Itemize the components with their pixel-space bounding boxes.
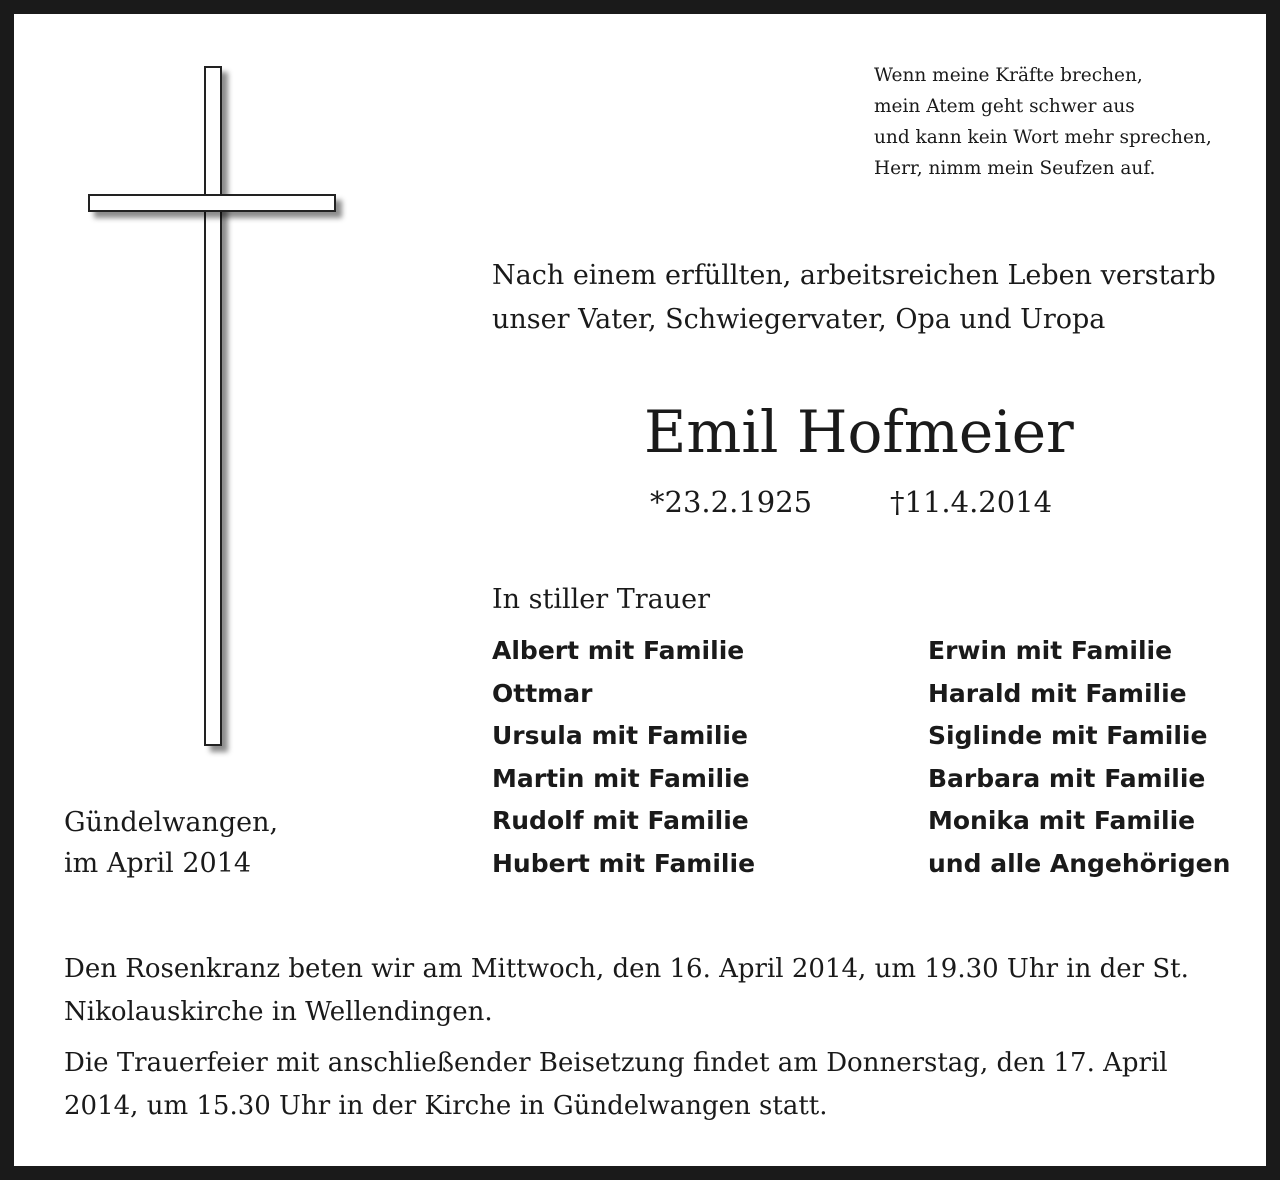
- mourner-entry: Ursula mit Familie: [492, 721, 748, 751]
- service-info: [64, 948, 1234, 1136]
- deceased-name: Emil Hofmeier: [644, 398, 1074, 466]
- mourners-right-column: [928, 630, 1230, 886]
- poem-line: mein Atem geht schwer aus: [874, 96, 1135, 117]
- mourner-entry: Martin mit Familie: [492, 763, 750, 793]
- place-and-date: [64, 802, 278, 884]
- mourner-entry: Erwin mit Familie: [928, 636, 1173, 665]
- mourner-entry: Ottmar: [492, 678, 593, 708]
- birth-date: *23.2.1925: [650, 485, 813, 519]
- poem-line: und kann kein Wort mehr sprechen,: [874, 127, 1212, 148]
- mourner-entry: Harald mit Familie: [928, 678, 1187, 708]
- rosary-info: Den Rosenkranz beten wir am Mittwoch, den 16. April 2014, um 19.30 Uhr in der St. Nikolauskirche in Wellendingen.: [64, 954, 1189, 1027]
- mourner-entry: Monika mit Familie: [928, 806, 1196, 836]
- mourner-entry: und alle Angehörigen: [928, 848, 1231, 878]
- cross-icon: [88, 64, 338, 744]
- place-city: Gündelwangen,: [64, 807, 279, 838]
- intro-text: [492, 254, 1262, 342]
- intro-line: unser Vater, Schwiegervater, Opa und Uropa: [492, 304, 1106, 335]
- mourner-entry: Siglinde mit Familie: [928, 721, 1208, 751]
- death-date: †11.4.2014: [890, 485, 1053, 519]
- mourners-left-column: [492, 630, 755, 886]
- funeral-info: Die Trauerfeier mit anschließender Beisetzung findet am Donnerstag, den 17. April 2014, um 15.30 Uhr in der Kirche in Gündelwangen statt.: [64, 1048, 1168, 1121]
- intro-line: Nach einem erfüllten, arbeitsreichen Leben verstarb: [492, 260, 1216, 291]
- mourning-heading: In stiller Trauer: [492, 584, 711, 615]
- poem-line: Herr, nimm mein Seufzen auf.: [874, 158, 1156, 179]
- poem-verse: [874, 60, 1254, 184]
- mourner-entry: Rudolf mit Familie: [492, 806, 749, 836]
- poem-line: Wenn meine Kräfte brechen,: [874, 65, 1143, 86]
- obituary-notice: [14, 14, 1266, 1166]
- mourner-entry: Hubert mit Familie: [492, 848, 756, 878]
- place-date: im April 2014: [64, 848, 252, 879]
- mourner-entry: Albert mit Familie: [492, 636, 745, 665]
- mourner-entry: Barbara mit Familie: [928, 763, 1206, 793]
